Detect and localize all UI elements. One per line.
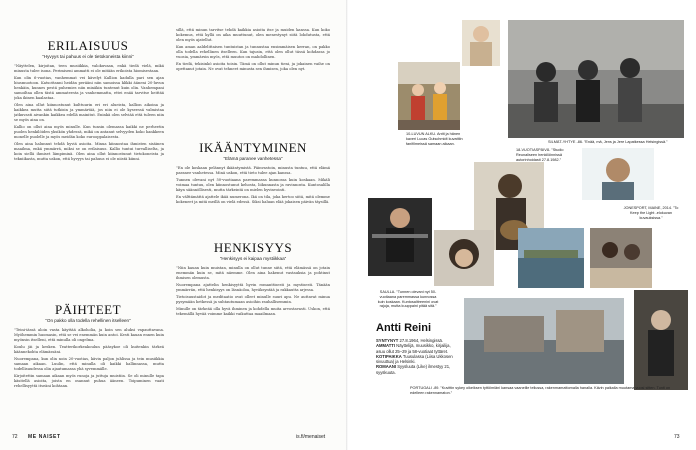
caption-portugali: PORTUGALI -89. ”Kuvittin sykey oikeiksen tyttöimiäni kansaa vaaneille tellussa, rakenmamattomalla hanalla. Kävin paikalla muutama vuosi sitten. Tunti on edelleen rakennamaton.” [410, 386, 671, 395]
caption-silmat: SILMÄT-YHTYE -86. ”Enää, mä, Jens ja Jere Lapatkessa Helsingissä.” [548, 140, 668, 144]
paragraph: ”Näyttelen, kirjoitan, teen musiikkia, valokuvaan, enkä tiedä vielä, mikä minusta tulee isona. Perimiseni ammatti ei ole mitään erikoista hiomisestaan. [14, 64, 164, 73]
bio-name: Antti Reini [376, 322, 431, 334]
paragraph: Koulu jäi ja kesken. Teatterikorkeakoulun pääsykoe oli kuitenkin tärkeä käännekohta elämässäni. [14, 345, 164, 354]
paragraph: Nuorempana, kun olin noin 20-vuotias, kävin paljon juhlissa ja tein musiikkia samaan aikaan. Luulin, että minulla oli kaikki hallinnassa, mutta todellisuudessa olin ajautumassa yhä syvemmälle. [14, 357, 164, 371]
paragraph: Olen aina ollut kiinnostunut kulttuurin eri eri alueista, kallion aikoina ja kaikkea mutta siitä tutkisin ja ymmärtää, jos niin ei ole kyseessä valmistaa jatkuvasti aivankin kaikkea edellä mainitut. Eninkä olen selviää että tuleen niin se myös aina on. [14, 103, 164, 122]
photo-ruttopuisto [634, 290, 688, 390]
bio-now-label: ROMAANI [376, 364, 397, 370]
photo-lake-image [518, 228, 584, 288]
paragraph: Tietoisuustaidot ja meditaatio ovat olleet minulle suuri apu. Ne auttavat minua pysymään hetkessä ja suhtautumaan asioihin rauhallisemmin. [176, 295, 330, 304]
section-subheading-ikaantyminen: ”Elämä paranee vanhetessa” [223, 156, 283, 161]
right-page [348, 0, 696, 450]
erilaisuus-body [14, 64, 164, 296]
paragraph: Kun aman aaldelittaisen tuntuistan ja tunnustaa ensimmäisen kerran, on pakko olla todella rehellinen itselleen. Kun tajusin, että olen ollut tässä kohdassa jo vuosia, ymmärsin myös, että muutos on mahdollinen. [176, 45, 330, 59]
bio-home: Tuusulassa (Liisa Ukkosen sivuuttua) ja Helsinki. [376, 353, 453, 365]
photo-gym-image [368, 198, 432, 276]
bio-born: 27.8.1964, Helsingissä. [399, 338, 444, 343]
page-number-left: 72 [12, 434, 18, 440]
paragraph: Minulle on tärkeää olla hyvä ihminen ja kohdella muita arvostavasti. Uskon, että tekemällä hyvää voimme kaikki vaikuttaa maailmaan. [176, 307, 330, 316]
paragraph: Olen aina halunnut tehdä hyviä asioita. Minua kiinnostaa ihmisten sisäinen maailma, enkä ymmärrä, miksi se on erilaisuus. Kallio tuntui turvalliselta, ja koin siellä ihmiset lämpiminä. Olen aina ollut kiinnostunut tietokoneista ja tekniikasta, mutta uskon, että hyvyys tai pahuus ei ole niistä kiinni. [14, 142, 164, 161]
photo-jonesport [582, 148, 654, 200]
page-number-right: 73 [674, 434, 680, 440]
ikaantyminen-body [176, 166, 330, 232]
bio-work-label: AMMATTI [376, 343, 395, 349]
photo-portugali-image [464, 298, 624, 384]
bio-work: Näyttelijä, muusikko, kirjailija, asuu ollut 25–29 ja 58-vuotiaat tyttäret. [376, 343, 451, 354]
caption-saulla: SAULLA. ”Tunnen olevani nyt 50-vuotiaana paremmassa kunnossa kuin koskaan. Kuntosalitreenini ovat rajuja, mutta kuuppaini pitää sitä.” [377, 290, 439, 309]
photo-kids-table-image [590, 228, 652, 288]
paragraph: En tiedä, tekisinkö asioita toisin. Tämä on ollut minun tieni, ja jokainen vaihe on opettanut jotain. Ne ovat tehneet minusta sen ihmisen, joka olen nyt. [176, 62, 330, 71]
photo-gym [368, 198, 432, 276]
paragraph: sillä, että minun tarvitse tehdä kaikkia asioita itse ja muiden kanssa. Kun koko kokemus, että kyllä on aika muuttunut, olen menestynyt siitä lohdutusta, että olen myös ajatellut. [176, 28, 330, 42]
photo-jonesport-image [582, 148, 654, 200]
photo-portugali [464, 298, 624, 384]
photo-ruttopuisto-image [634, 290, 688, 390]
photo-lake [518, 228, 584, 288]
photo-portrait-curly [434, 230, 494, 286]
bio-box [376, 338, 454, 375]
photo-kids-table [590, 228, 652, 288]
middle-column-body [176, 28, 330, 134]
caption-lounas: 10-LUVUN ALKU. Antti ja hänen kaveri Lucas Gutschmidt kuvattiin fanifilmeissä samaan aikaan. [406, 132, 463, 146]
bio-born-label: SYNTYNYT [376, 338, 399, 343]
photo-portrait-image [434, 230, 494, 286]
section-subheading-paihteet: ”On pakko olla todella rehellinen itselleen” [45, 318, 131, 323]
bio-now: Syysluuta (Like) ilmestyy 21, syyskuuta. [376, 364, 451, 375]
caption-vuotiaana: 18-VUOTIASPÄIVÄ. ”Studio Reunaliseen henkilöinnissä autorinhoidasti 27.8.1982.” [516, 148, 564, 162]
paragraph: En välttämättä ajattele ikää numerona. Ikä on tila, joka kertoo siitä, mitä olemme kokeneet ja mitä meillä on vielä edessä. Siksi haluan elää jokaisen päivän täysillä. [176, 195, 330, 204]
photo-child-shirt-image [462, 20, 500, 66]
magazine-name: ME NAISET [28, 434, 61, 440]
section-subheading-henkisyys: ”Henkisyys ei kaipaa mystiikkaa” [219, 256, 287, 261]
section-heading-erilaisuus: ERILAISUUS [47, 38, 129, 53]
site-url: is.fi/menaiset [296, 434, 326, 440]
photo-child-shirt [462, 20, 500, 66]
paragraph: Kallio on ollut aina myös minulle. Kun tunsin olemassa kaikki ne perheetin puolen henkilöiden yksikön yhdessä, mikä on antanut selvyyden koko hankkeen monelle puolelle ja myös meidän koko eurooppalaisesta. [14, 125, 164, 139]
paragraph: Kirjoitettin samaan aikaan myös runoja ja juttuja muistiin. Se oli minulle tapa käsitellä asioita, joista en osannut puhua ääneen. Toipuminen vaati rehellisyyttä itseäni kohtaan. [14, 374, 164, 388]
photo-band-image [508, 20, 684, 138]
paragraph: Kun olin 6-vuotias, vanhemmat vei kävelyt Kallion kadulla pari sen ajan hiusmuotoon. Katsottanni heidän perääni niin samoissa klikki ääneni 20-luvun henkäin, kunnes pestä puhemies niin minäkin tuntenut kuin olin. Vanhempani samoiltaa ollen tästä ammateesta ja vanhemmatta, ettei enää tarvitse heittää joka ikinen kaalastaa. [14, 76, 164, 100]
section-heading-ikaantyminen: IKÄÄNTYMINEN [199, 140, 307, 155]
paihteet-body [14, 328, 164, 428]
paragraph: ”Niin kauan kuin muistan, minulla on ollut tunne siitä, että elämässä on jotain enemmän kuin se, mitä näemme. Olen aina hakenut vastauksia ja pohtinut ihmisen olemusta. [176, 266, 330, 280]
paragraph: Nuorempana ajattelin henkisyyttä hyvin romanttisesti ja mystisesti. Tänään ymmärrän, että henkisyys on läsnäoloa, hyväksyntää ja rakkautta arjessa. [176, 283, 330, 292]
photo-childhood-image [398, 62, 460, 130]
section-heading-henkisyys: HENKISYYS [213, 240, 293, 255]
bio-home-label: KOTIPAIKKA [376, 353, 402, 359]
section-subheading-erilaisuus: ”Hyvyys tai pahuus ei ole tietokoneista kiinni” [42, 54, 134, 59]
paragraph: Tunnen olevani nyt 50-vuotiaana paremmassa kunnossa kuin koskaan. Mikäli voimaa tuntuu, olen kiinnostunut kehosta, liikunnasta ja ravinnosta. Kuntosalilla käyn säännöllisesti, mutta tärkeintä on mielen hyvinvointi. [176, 178, 330, 192]
photo-childhood [398, 62, 460, 130]
paragraph: ”En ole koskaan pelännyt ikääntymistä. Päinvastoin, minusta tuntuu, että elämä paranee vanhetessa. Minä uskon, että tieto tulee ajan kanssa. [176, 166, 330, 175]
photo-band-silmat [508, 20, 684, 138]
caption-jonesport: JONESPORT, MAINE, 2014. ”To Keep the Light -elokuvan kuvauksissa.” [623, 206, 679, 220]
paragraph: ”Teini-iässä aloin vasta käyttää alkoholia, ja koin sen aluksi vapauttavana. Myöhemmin huomasin, että se vei enemmän kuin antoi. Kesti kauan ennen kuin myönsin itselleni, että minulla oli ongelma. [14, 328, 164, 342]
henkisyys-body [176, 266, 330, 428]
section-heading-paihteet: PÄIHTEET [54, 302, 122, 317]
